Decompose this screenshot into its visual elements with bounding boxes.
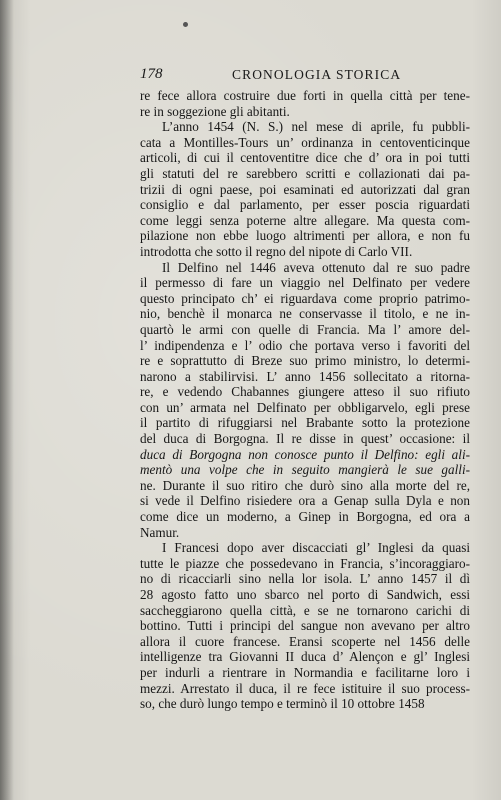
ink-speck bbox=[183, 22, 188, 27]
text-line: con un’ armata nel Delfinato per obbligarvelo, egli prese bbox=[140, 399, 470, 415]
text-line: cata a Montilles-Tours un’ ordinanza in centoventicinque bbox=[140, 134, 470, 150]
running-title: CRONOLOGIA STORICA bbox=[232, 67, 402, 82]
text-line-italic: mentò una volpe che in seguito mangierà le sue galli- bbox=[140, 462, 470, 478]
text-line: consiglio e dal parlamento, per esser poscia riguardati bbox=[140, 197, 470, 213]
text-line-italic: duca di Borgogna non conosce punto il Delfino: egli ali- bbox=[140, 446, 470, 462]
text-line: questo principato ch’ ei riguardava come proprio patrimo- bbox=[140, 290, 470, 306]
text-line: L’anno 1454 (N. S.) nel mese di aprile, fu pubbli- bbox=[162, 119, 470, 135]
text-line: Il Delfino nel 1446 aveva ottenuto dal re suo padre bbox=[162, 259, 470, 275]
text-line: tutte le piazze che possedevano in Francia, s’incoraggiaro- bbox=[140, 555, 470, 571]
text-line: saccheggiarono quella città, e se ne tornarono carichi di bbox=[140, 602, 470, 618]
text-line: mezzi. Arrestato il duca, il re fece istituire il suo process- bbox=[140, 680, 470, 696]
body-text bbox=[140, 88, 470, 712]
page-number: 178 bbox=[140, 66, 163, 82]
text-line: ne. Durante il suo ritiro che durò sino alla morte del re, bbox=[140, 477, 470, 493]
text-line: Namur. bbox=[140, 524, 180, 540]
text-line: I Francesi dopo aver discacciati gl’ Inglesi da quasi bbox=[162, 540, 470, 556]
paragraph bbox=[140, 88, 470, 119]
text-line: nio, benchè il monarca ne conservasse il titolo, e ne in- bbox=[140, 306, 470, 322]
text-line: so, che durò lungo tempo e terminò il 10 ottobre 1458 bbox=[140, 696, 425, 712]
binding-shadow bbox=[0, 0, 14, 800]
text-line: re fece allora costruire due forti in quella città per tene- bbox=[140, 88, 470, 103]
paragraph bbox=[140, 540, 470, 712]
text-line: come leggi senza poterne altre allegare. Ma questa com- bbox=[140, 212, 470, 228]
paragraph bbox=[140, 260, 470, 541]
text-line: intelligenze tra Giovanni II duca d’ Alençon e gl’ Inglesi bbox=[140, 649, 470, 665]
text-line: si vede il Delfino risiedere ora a Genap sulla Dyla e non bbox=[140, 493, 470, 509]
text-line: re in soggezione gli abitanti. bbox=[140, 103, 290, 119]
text-line: il partito di rifuggiarsi nel Brabante sotto la protezione bbox=[140, 415, 470, 431]
text-line: il permesso di fare un viaggio nel Delfinato per vedere bbox=[140, 275, 470, 291]
text-line: no di ricacciarli sino nella lor isola. L’ anno 1457 il dì bbox=[140, 571, 470, 587]
text-line: quartò le armi con quelle di Francia. Ma l’ amore del- bbox=[140, 321, 470, 337]
text-line: pilazione non ebbe luogo altrimenti per allora, e non fu bbox=[140, 228, 470, 244]
text-line: allora il cuore francese. Eransi scoperte nel 1456 delle bbox=[140, 633, 470, 649]
text-line: re e soprattutto di Breze suo primo ministro, lo determi- bbox=[140, 353, 470, 369]
text-line: re, e vedendo Chabannes giungere atteso il suo rifiuto bbox=[140, 384, 470, 400]
text-line: l’ indipendenza e l’ odio che portava verso i favoriti del bbox=[140, 337, 470, 353]
page-header bbox=[140, 66, 470, 86]
text-line: del duca di Borgogna. Il re disse in quest’ occasione: il bbox=[140, 431, 470, 447]
text-line: bottino. Tutti i principi del sangue non avevano per altro bbox=[140, 618, 470, 634]
paragraph bbox=[140, 119, 470, 259]
text-line: articoli, di cui il centoventitre dice che d’ ora in poi tutti bbox=[140, 150, 470, 166]
text-line: gli statuti del re sarebbero scritti e collazionati dai pa- bbox=[140, 165, 470, 181]
text-line: come dice un moderno, a Ginep in Borgogna, ed ora a bbox=[140, 509, 470, 525]
text-line: 28 agosto fatto uno sbarco nel porto di Sandwich, essi bbox=[140, 587, 470, 602]
text-line: per indurli a rientrare in Normandia e facilitarne loro i bbox=[140, 664, 470, 680]
text-line: narono a stabilirvisi. L’ anno 1456 sollecitato a ritorna- bbox=[140, 368, 470, 384]
text-line: introdotta che sotto il regno del nipote di Carlo VII. bbox=[140, 243, 413, 259]
text-line: trizii di ogni paese, poi esaminati ed autorizzati dal gran bbox=[140, 181, 470, 197]
